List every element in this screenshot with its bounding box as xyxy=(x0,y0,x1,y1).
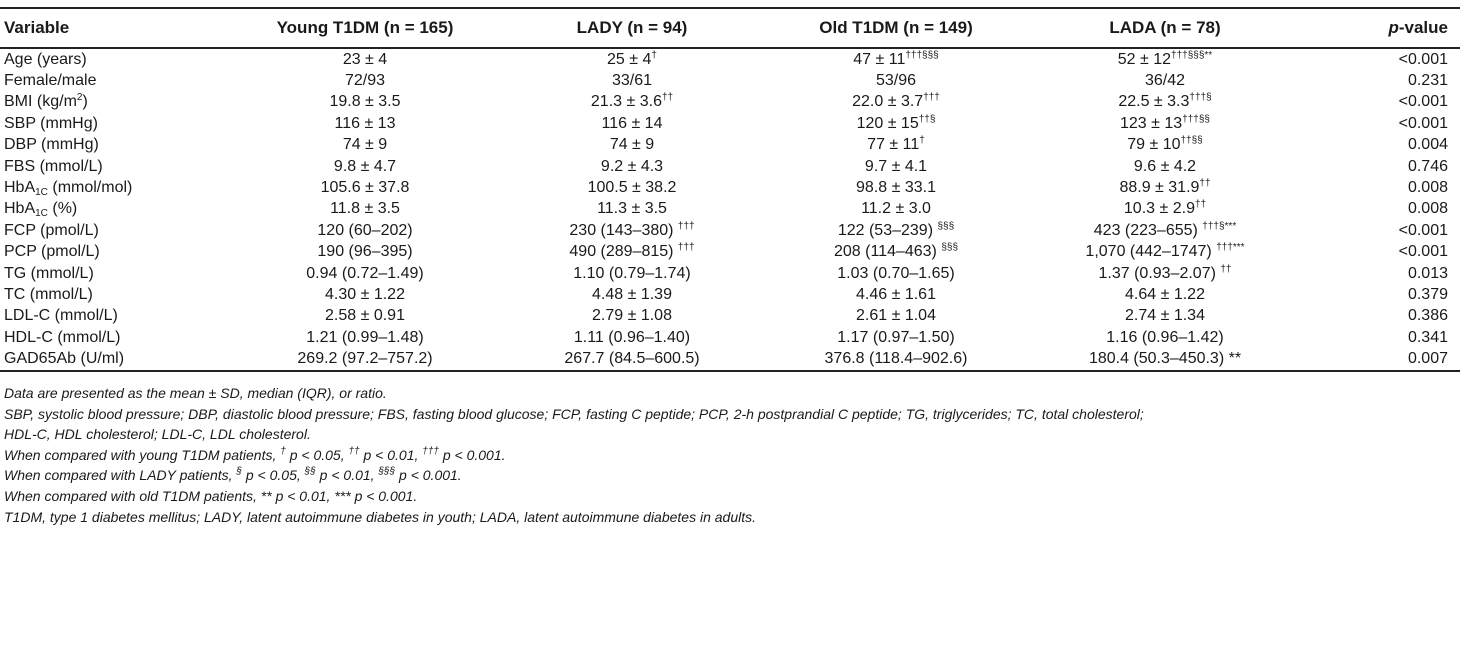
cell-variable: GAD65Ab (U/ml) xyxy=(4,350,125,368)
cell-old-t1dm: 2.61 ± 1.04 xyxy=(856,307,936,325)
cell-lady: 33/61 xyxy=(611,72,653,90)
table-row xyxy=(0,177,1460,198)
cell-variable: TG (mmol/L) xyxy=(4,264,94,282)
cell-lada: 2.74 ± 1.34 xyxy=(1125,307,1205,325)
cell-p-value: 0.004 xyxy=(1407,136,1448,154)
cell-p-value: 0.386 xyxy=(1407,307,1448,325)
table-row xyxy=(0,135,1460,156)
table-row xyxy=(0,220,1460,241)
cell-old-t1dm: 122 (53–239) §§§ xyxy=(837,220,955,239)
cell-lada: 1,070 (442–1747) †††*** xyxy=(1085,242,1245,261)
cell-lada: 180.4 (50.3–450.3) ** xyxy=(1088,350,1242,368)
cell-young-t1dm: 9.8 ± 4.7 xyxy=(333,157,397,175)
cell-young-t1dm: 11.8 ± 3.5 xyxy=(330,200,400,218)
cell-old-t1dm: 120 ± 15††§ xyxy=(856,113,936,132)
cell-old-t1dm: 11.2 ± 3.0 xyxy=(861,200,931,218)
cell-variable: HbA$_{1C}$ (%) xyxy=(4,200,78,220)
cell-lady: 1.10 (0.79–1.74) xyxy=(573,264,691,282)
cell-variable: FBS (mmol/L) xyxy=(4,157,103,175)
cell-lady: 230 (143–380) ††† xyxy=(569,220,695,239)
cell-variable: BMI $(kg/m^2)$ xyxy=(4,92,88,111)
cell-young-t1dm: 269.2 (97.2–757.2) xyxy=(297,350,433,368)
table-row xyxy=(0,48,1460,70)
cell-lada: 1.16 (0.96–1.42) xyxy=(1106,328,1224,346)
header-old-t1dm: Old T1DM (n = 149) xyxy=(819,18,973,37)
cell-variable: LDL-C (mmol/L) xyxy=(4,307,118,325)
cell-young-t1dm: 1.21 (0.99–1.48) xyxy=(306,328,424,346)
cell-p-value: 0.231 xyxy=(1407,72,1448,90)
footnote-abbreviations-continued: HDL-C, HDL cholesterol; LDL-C, LDL cholesterol. xyxy=(4,426,311,443)
cell-lady: 116 ± 14 xyxy=(601,114,663,132)
table-row xyxy=(0,306,1460,327)
cell-p-value: 0.008 xyxy=(1407,179,1448,197)
cell-young-t1dm: 4.30 ± 1.22 xyxy=(325,285,405,303)
cell-lada: 9.6 ± 4.2 xyxy=(1133,157,1197,175)
cell-variable: DBP (mmHg) xyxy=(4,136,99,154)
cell-old-t1dm: 1.17 (0.97–1.50) xyxy=(837,328,955,346)
cell-variable: SBP (mmHg) xyxy=(4,114,98,132)
table-row xyxy=(0,156,1460,177)
table-row xyxy=(0,242,1460,263)
cell-old-t1dm: 4.46 ± 1.61 xyxy=(856,285,936,303)
cell-lada: 79 ± 10††§§ xyxy=(1127,135,1203,154)
cell-lada: 123 ± 13†††§§ xyxy=(1120,113,1210,132)
cell-variable: HbA$_{1C}$ (mmol/mol) xyxy=(4,179,133,199)
cell-old-t1dm: 47 ± 11†††§§§ xyxy=(853,49,939,68)
cell-young-t1dm: 19.8 ± 3.5 xyxy=(329,93,401,111)
cell-p-value: <0.001 xyxy=(1398,93,1448,111)
cell-lada: 52 ± 12†††§§§** xyxy=(1117,49,1213,68)
cell-p-value: 0.746 xyxy=(1407,157,1448,175)
cell-lady: 490 (289–815) ††† xyxy=(569,242,695,261)
cell-young-t1dm: 105.6 ± 37.8 xyxy=(320,179,410,197)
cell-young-t1dm: 72/93 xyxy=(344,72,386,90)
cell-old-t1dm: 53/96 xyxy=(875,72,917,90)
header-p-value: p-value xyxy=(1388,18,1448,37)
footnote-young-t1dm-comparison: When compared with young T1DM patients, † p < 0.05, †† p < 0.01, ††† p < 0.001. xyxy=(4,445,506,463)
header-lady: LADY (n = 94) xyxy=(576,18,688,37)
cell-lady: 1.11 (0.96–1.40) xyxy=(573,328,691,346)
cell-p-value: <0.001 xyxy=(1398,114,1448,132)
cell-variable: FCP (pmol/L) xyxy=(4,221,99,239)
cell-lada: 1.37 (0.93–2.07) †† xyxy=(1098,263,1232,282)
baseline-characteristics-table xyxy=(0,7,1460,372)
footnote-abbreviations: SBP, systolic blood pressure; DBP, diastolic blood pressure; FBS, fasting blood glucose; FCP, fasting C peptide; PCP, 2-h postprandial C peptide; TG, triglycerides; TC, total cholesterol; xyxy=(4,405,1144,422)
cell-lada: 36/42 xyxy=(1144,72,1186,90)
cell-young-t1dm: 74 ± 9 xyxy=(342,136,388,154)
header-lada: LADA (n = 78) xyxy=(1109,18,1221,37)
cell-p-value: <0.001 xyxy=(1398,50,1448,68)
cell-lada: 88.9 ± 31.9†† xyxy=(1119,178,1211,197)
cell-old-t1dm: 9.7 ± 4.1 xyxy=(864,157,928,175)
cell-young-t1dm: 116 ± 13 xyxy=(334,114,396,132)
cell-lada: 423 (223–655) †††§*** xyxy=(1093,220,1237,239)
cell-lady: 100.5 ± 38.2 xyxy=(587,179,677,197)
cell-young-t1dm: 23 ± 4 xyxy=(342,50,388,68)
cell-old-t1dm: 1.03 (0.70–1.65) xyxy=(837,264,955,282)
cell-lady: 21.3 ± 3.6†† xyxy=(590,92,674,111)
cell-variable: TC (mmol/L) xyxy=(4,285,93,303)
cell-old-t1dm: 77 ± 11† xyxy=(867,135,925,154)
cell-lady: 267.7 (84.5–600.5) xyxy=(564,350,700,368)
cell-p-value: <0.001 xyxy=(1398,221,1448,239)
table-body xyxy=(0,48,1460,371)
table-row xyxy=(0,263,1460,284)
table-row xyxy=(0,199,1460,220)
cell-young-t1dm: 2.58 ± 0.91 xyxy=(325,307,405,325)
cell-old-t1dm: 22.0 ± 3.7††† xyxy=(852,92,940,111)
cell-lady: 74 ± 9 xyxy=(609,136,655,154)
cell-young-t1dm: 190 (96–395) xyxy=(317,243,413,261)
cell-variable: PCP (pmol/L) xyxy=(4,243,100,261)
table-row xyxy=(0,113,1460,134)
cell-young-t1dm: 120 (60–202) xyxy=(317,221,413,239)
cell-old-t1dm: 208 (114–463) §§§ xyxy=(833,242,959,261)
cell-lady: 2.79 ± 1.08 xyxy=(592,307,672,325)
header-variable: Variable xyxy=(4,18,70,37)
footnote-old-t1dm-comparison: When compared with old T1DM patients, ** p < 0.01, *** p < 0.001. xyxy=(4,487,418,504)
cell-variable: HDL-C (mmol/L) xyxy=(4,328,121,346)
table-row xyxy=(0,70,1460,91)
cell-old-t1dm: 98.8 ± 33.1 xyxy=(856,179,936,197)
table-footnotes xyxy=(4,383,1456,527)
table-row xyxy=(0,348,1460,370)
cell-p-value: 0.007 xyxy=(1407,350,1448,368)
cell-variable: Female/male xyxy=(4,72,97,90)
cell-lada: 4.64 ± 1.22 xyxy=(1125,285,1205,303)
cell-p-value: 0.341 xyxy=(1407,328,1448,346)
cell-lada: 22.5 ± 3.3†††§ xyxy=(1118,92,1212,111)
cell-young-t1dm: 0.94 (0.72–1.49) xyxy=(306,264,424,282)
header-young-t1dm: Young T1DM (n = 165) xyxy=(276,18,454,37)
cell-lady: 25 ± 4† xyxy=(607,49,657,68)
cell-old-t1dm: 376.8 (118.4–902.6) xyxy=(824,350,968,368)
cell-p-value: 0.008 xyxy=(1407,200,1448,218)
cell-p-value: 0.379 xyxy=(1407,285,1448,303)
cell-p-value: 0.013 xyxy=(1407,264,1448,282)
table-row xyxy=(0,284,1460,305)
table-header xyxy=(0,8,1460,48)
footnote-data-presentation: Data are presented as the mean ± SD, median (IQR), or ratio. xyxy=(4,385,387,401)
cell-p-value: <0.001 xyxy=(1398,243,1448,261)
cell-lada: 10.3 ± 2.9†† xyxy=(1123,199,1207,218)
cell-lady: 4.48 ± 1.39 xyxy=(592,285,672,303)
cell-lady: 9.2 ± 4.3 xyxy=(600,157,664,175)
cell-variable: Age (years) xyxy=(4,50,87,68)
table-row xyxy=(0,327,1460,348)
footnote-definitions: T1DM, type 1 diabetes mellitus; LADY, latent autoimmune diabetes in youth; LADA, latent autoimmune diabetes in adults. xyxy=(4,508,757,525)
table-row xyxy=(0,92,1460,113)
header-row xyxy=(0,8,1460,48)
footnote-lady-comparison: When compared with LADY patients, § p < 0.05, §§ p < 0.01, §§§ p < 0.001. xyxy=(4,466,462,484)
cell-lady: 11.3 ± 3.5 xyxy=(597,200,667,218)
